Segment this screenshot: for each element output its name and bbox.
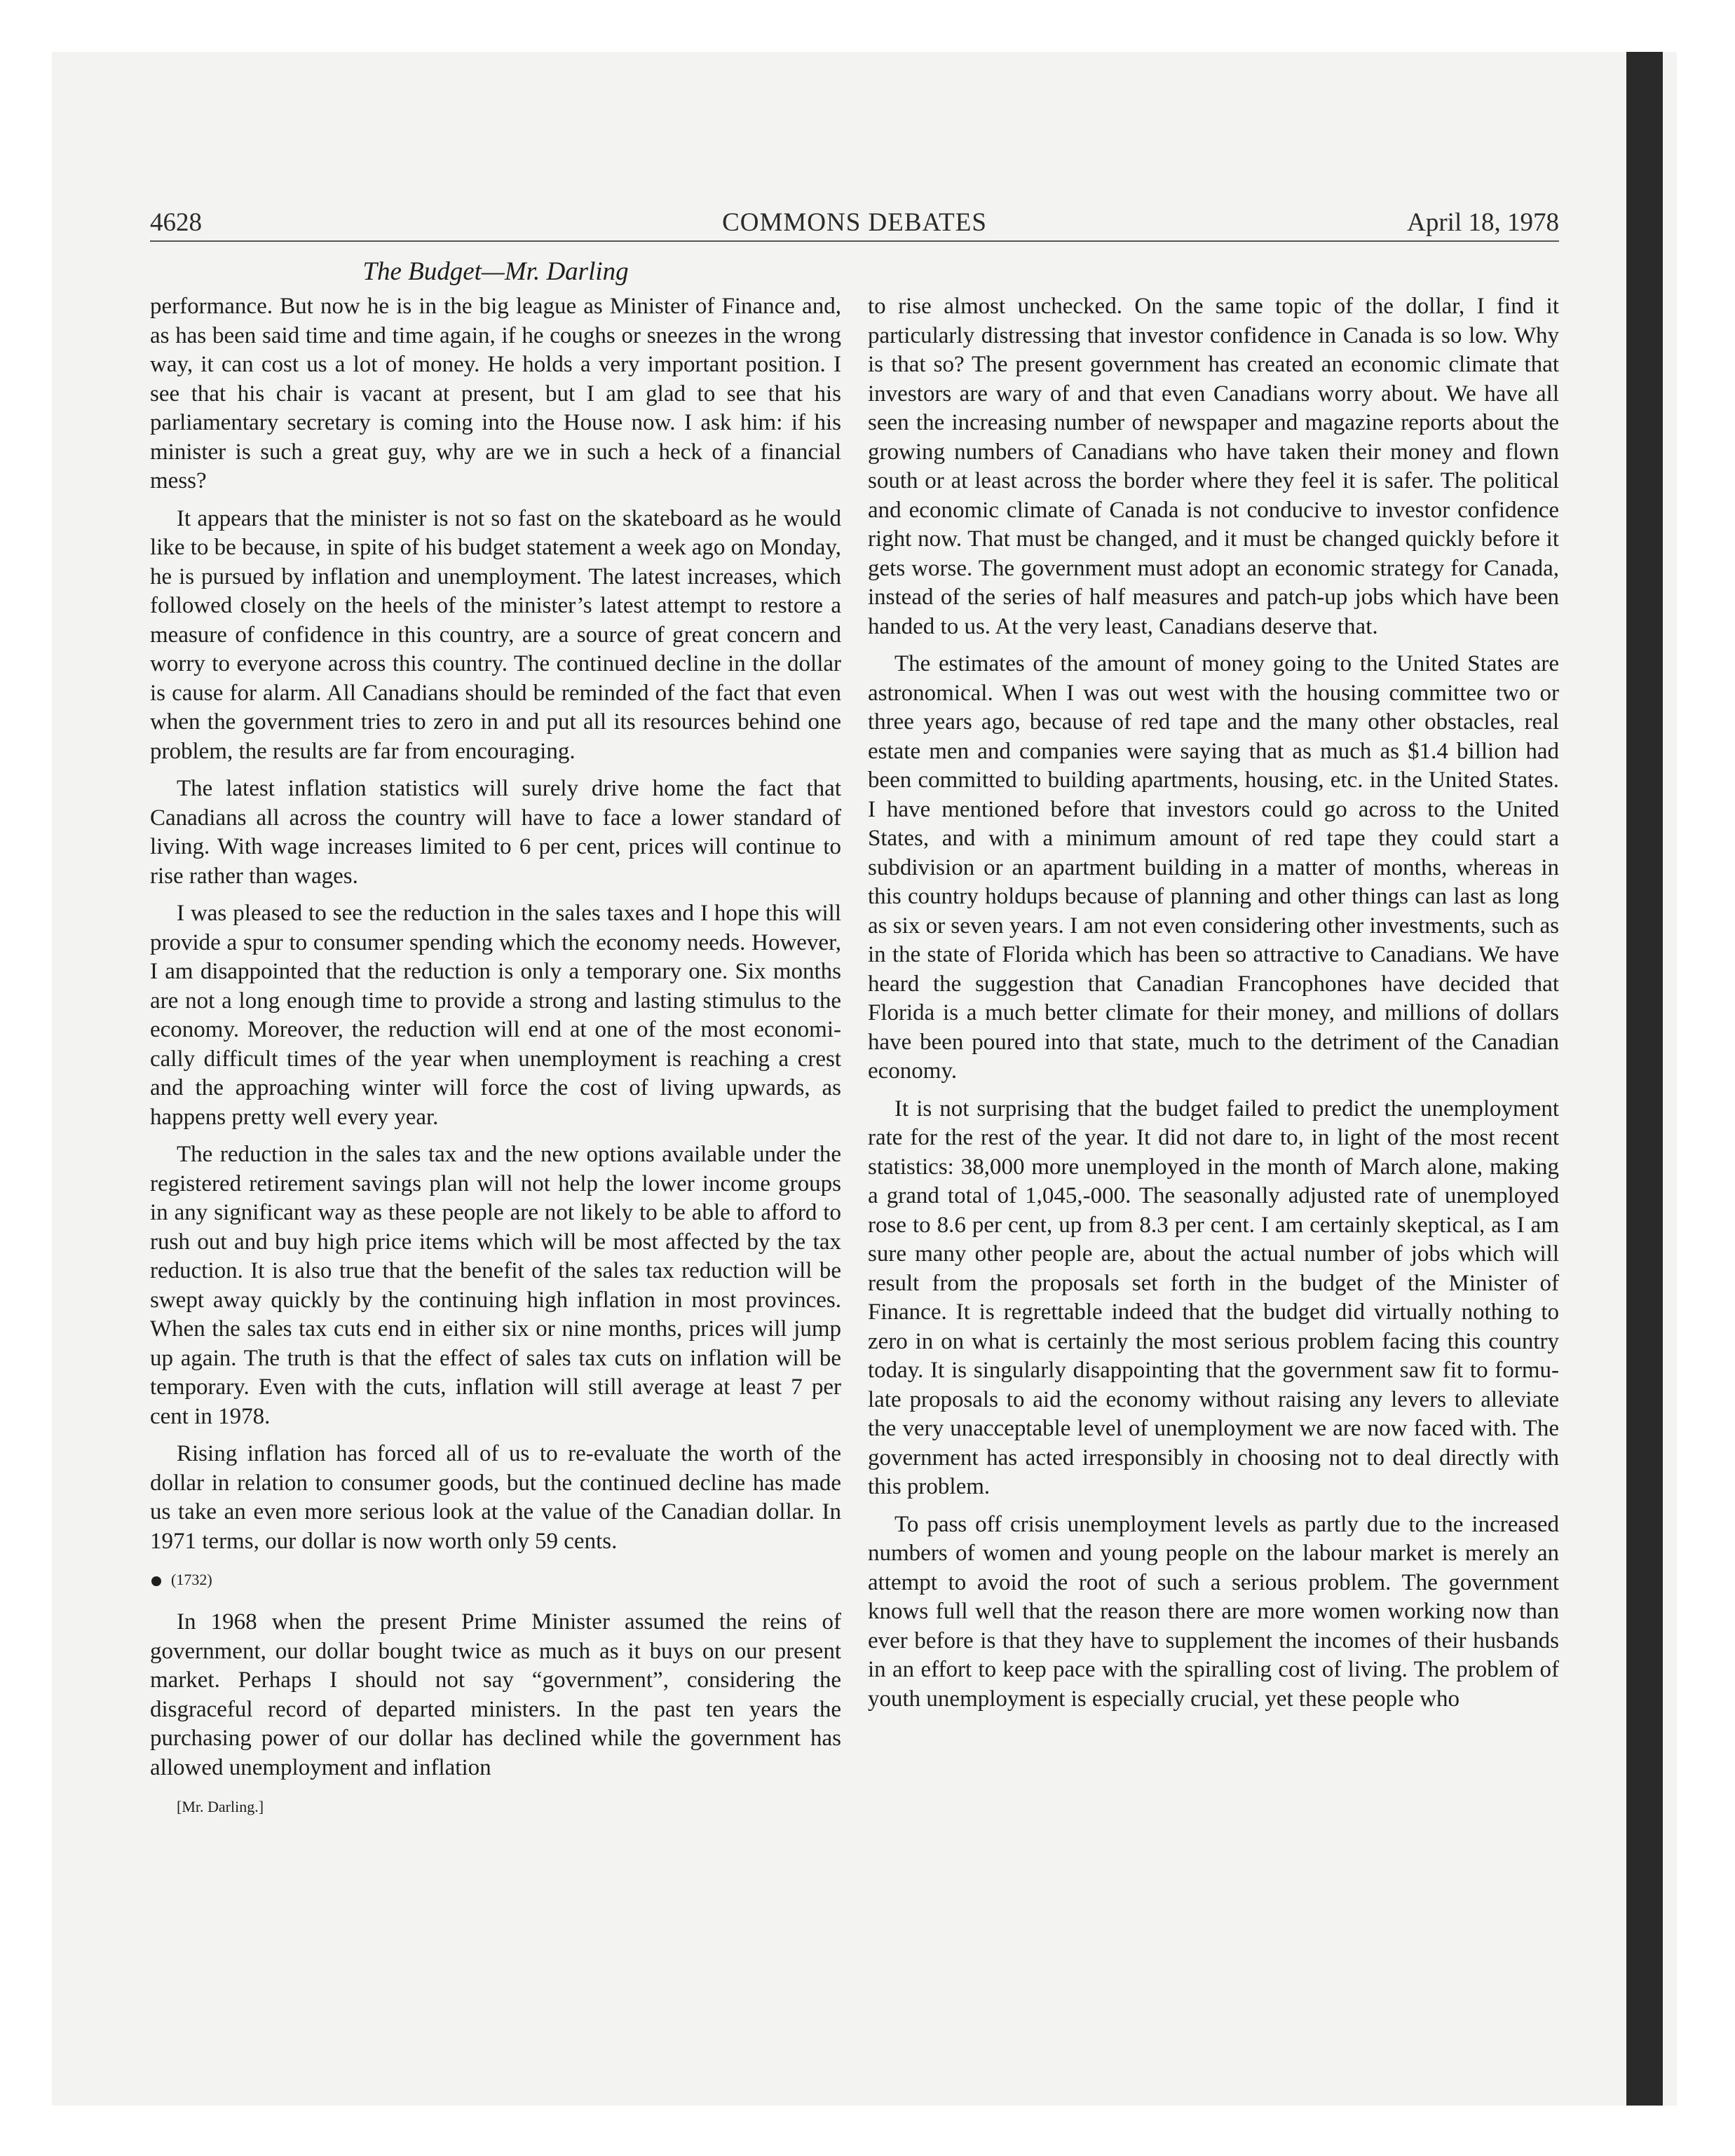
paragraph: The estimates of the amount of money going to the United States are astronomical. When I was out west with the housing committee two or three years ago, because of red tape and the many other obstacles, real estate men and companies were saying that as much as $1.4 billion had been committed to building apartments, housing, etc. in the United States. I have mentioned before that investors could go across to the United States, and with a minimum amount of red tape they could start a subdivision or an apartment building in a matter of months, whereas in this country holdups because of planning and other things can last as long as six or seven years. I am not even considering other investments, such as in the state of Florida which has been so attractive to Canadians. We have heard the suggestion that Canadian Francophones have decided that Florida is a much better climate for their money, and millions of dollars have been poured into that state, much to the detriment of the Canadian economy. bbox=[868, 651, 1559, 1084]
publication-title: COMMONS DEBATES bbox=[722, 208, 987, 237]
paragraph: The latest inflation statistics will surely drive home the fact that Canadians all across the country will have to face a lower standard of living. With wage increases limited to 6 per cent, prices will continue to rise rather than wages. bbox=[150, 776, 841, 889]
section-subheading: The Budget—Mr. Darling bbox=[362, 257, 629, 286]
page-number: 4628 bbox=[150, 208, 202, 237]
speaker-note: [Mr. Darling.] bbox=[177, 1798, 264, 1815]
time-marker-text: (1732) bbox=[171, 1571, 212, 1588]
scan-edge-shadow bbox=[1626, 52, 1663, 2106]
paragraph: It is not surprising that the budget failed to predict the unemployment rate for the rest of the year. It did not dare to, in light of the most recent statistics: 38,000 more unemployed in the month of March alone, making a grand total of 1,045,-000. The seasonally adjusted rate of unemployed rose to 8.6 per cent, up from 8.3 per cent. I am certainly skeptical, as I am sure many other people are, about the actual number of jobs which will result from the proposals set forth in the budget of the Minister of Finance. It is regrettable indeed that the budget did virtually nothing to zero in on what is certainly the most serious problem facing this country today. It is singularly disappointing that the government saw fit to formulate proposals to aid the economy without raising any levers to alleviate the very unacceptable level of unemployment we are now faced with. The government has acted irresponsibly in choosing not to deal directly with this problem. bbox=[868, 1096, 1559, 1499]
paragraph: I was pleased to see the reduction in the sales taxes and I hope this will provide a spur to consumer spending which the economy needs. However, I am disappointed that the reduction is only a temporary one. Six months are not a long enough time to provide a strong and lasting stimulus to the economy. Moreover, the reduction will end at one of the most economically difficult times of the year when unemployment is reaching a crest and the approaching winter will force the cost of living upwards, as happens pretty well every year. bbox=[150, 901, 841, 1130]
paragraph: It appears that the minister is not so fast on the skateboard as he would like to be because, in spite of his budget statement a week ago on Monday, he is pursued by inflation and unemployment. The latest increases, which followed closely on the heels of the minister’s latest attempt to restore a measure of confidence in this country, are a source of great concern and worry to everyone across this country. The continued decline in the dollar is cause for alarm. All Canadians should be reminded of the fact that even when the government tries to zero in and put all its resources behind one problem, the results are far from encouraging. bbox=[150, 505, 841, 764]
paragraph: to rise almost unchecked. On the same topic of the dollar, I find it particularly distressing that investor confidence in Canada is so low. Why is that so? The present government has created an economic climate that investors are wary of and that even Canadians worry about. We have all seen the increasing number of newspaper and magazine reports about the growing numbers of Canadians who have taken their money and flown south or at least across the border where they feel it is safer. The political and economic climate of Canada is not conducive to investor confidence right now. That must be changed, and it must be changed quickly before it gets worse. The government must adopt an economic strategy for Canada, instead of the series of half measures and patch-up jobs which have been handed to us. At the very least, Canadians deserve that. bbox=[868, 294, 1559, 639]
left-column bbox=[150, 292, 841, 2003]
header-rule bbox=[150, 240, 1559, 242]
paragraph: performance. But now he is in the big league as Minister of Finance and, as has been said time and time again, if he coughs or sneezes in the wrong way, it can cost us a lot of money. He holds a very important position. I see that his chair is vacant at present, but I am glad to see that his parliamentary secretary is coming into the House now. I ask him: if his minister is such a great guy, why are we in such a heck of a financial mess? bbox=[150, 294, 841, 493]
paragraph: To pass off crisis unemployment levels as partly due to the increased numbers of women and young people on the labour market is merely an attempt to avoid the root of such a serious problem. The government knows full well that the reason there are more women working now than ever before is that they have to supplement the incomes of their husbands in an effort to keep pace with the spiralling cost of living. The problem of youth unemployment is especially crucial, yet these people who bbox=[868, 1511, 1559, 1712]
right-column bbox=[868, 292, 1559, 2003]
time-marker bbox=[150, 1569, 841, 1591]
paragraph: The reduction in the sales tax and the new options available under the registered retirement savings plan will not help the lower income groups in any significant way as these people are not likely to be able to afford to rush out and buy high price items which will be most affected by the tax reduction. It is also true that the benefit of the sales tax reduction will be swept away quickly by the continuing high inflation in most provinces. When the sales tax cuts end in either six or nine months, prices will jump up again. The truth is that the effect of sales tax cuts on inflation will be temporary. Even with the cuts, inflation will still average at least 7 per cent in 1978. bbox=[150, 1142, 841, 1429]
page-header bbox=[150, 206, 1559, 240]
paragraph: Rising inflation has forced all of us to re-evaluate the worth of the dollar in relation to consumer goods, but the continued decline has made us take an even more serious look at the value of the Canadian dollar. In 1971 terms, our dollar is now worth only 59 cents. bbox=[150, 1441, 841, 1554]
bullet-icon bbox=[151, 1576, 161, 1586]
header-date: April 18, 1978 bbox=[1407, 208, 1559, 237]
paragraph: In 1968 when the present Prime Minister assumed the reins of government, our dollar bought twice as much as it buys on our present market. Perhaps I should not say “government”, considering the disgraceful record of departed ministers. In the past ten years the purchasing power of our dollar has declined while the government has allowed unemployment and inflation bbox=[150, 1609, 841, 1780]
